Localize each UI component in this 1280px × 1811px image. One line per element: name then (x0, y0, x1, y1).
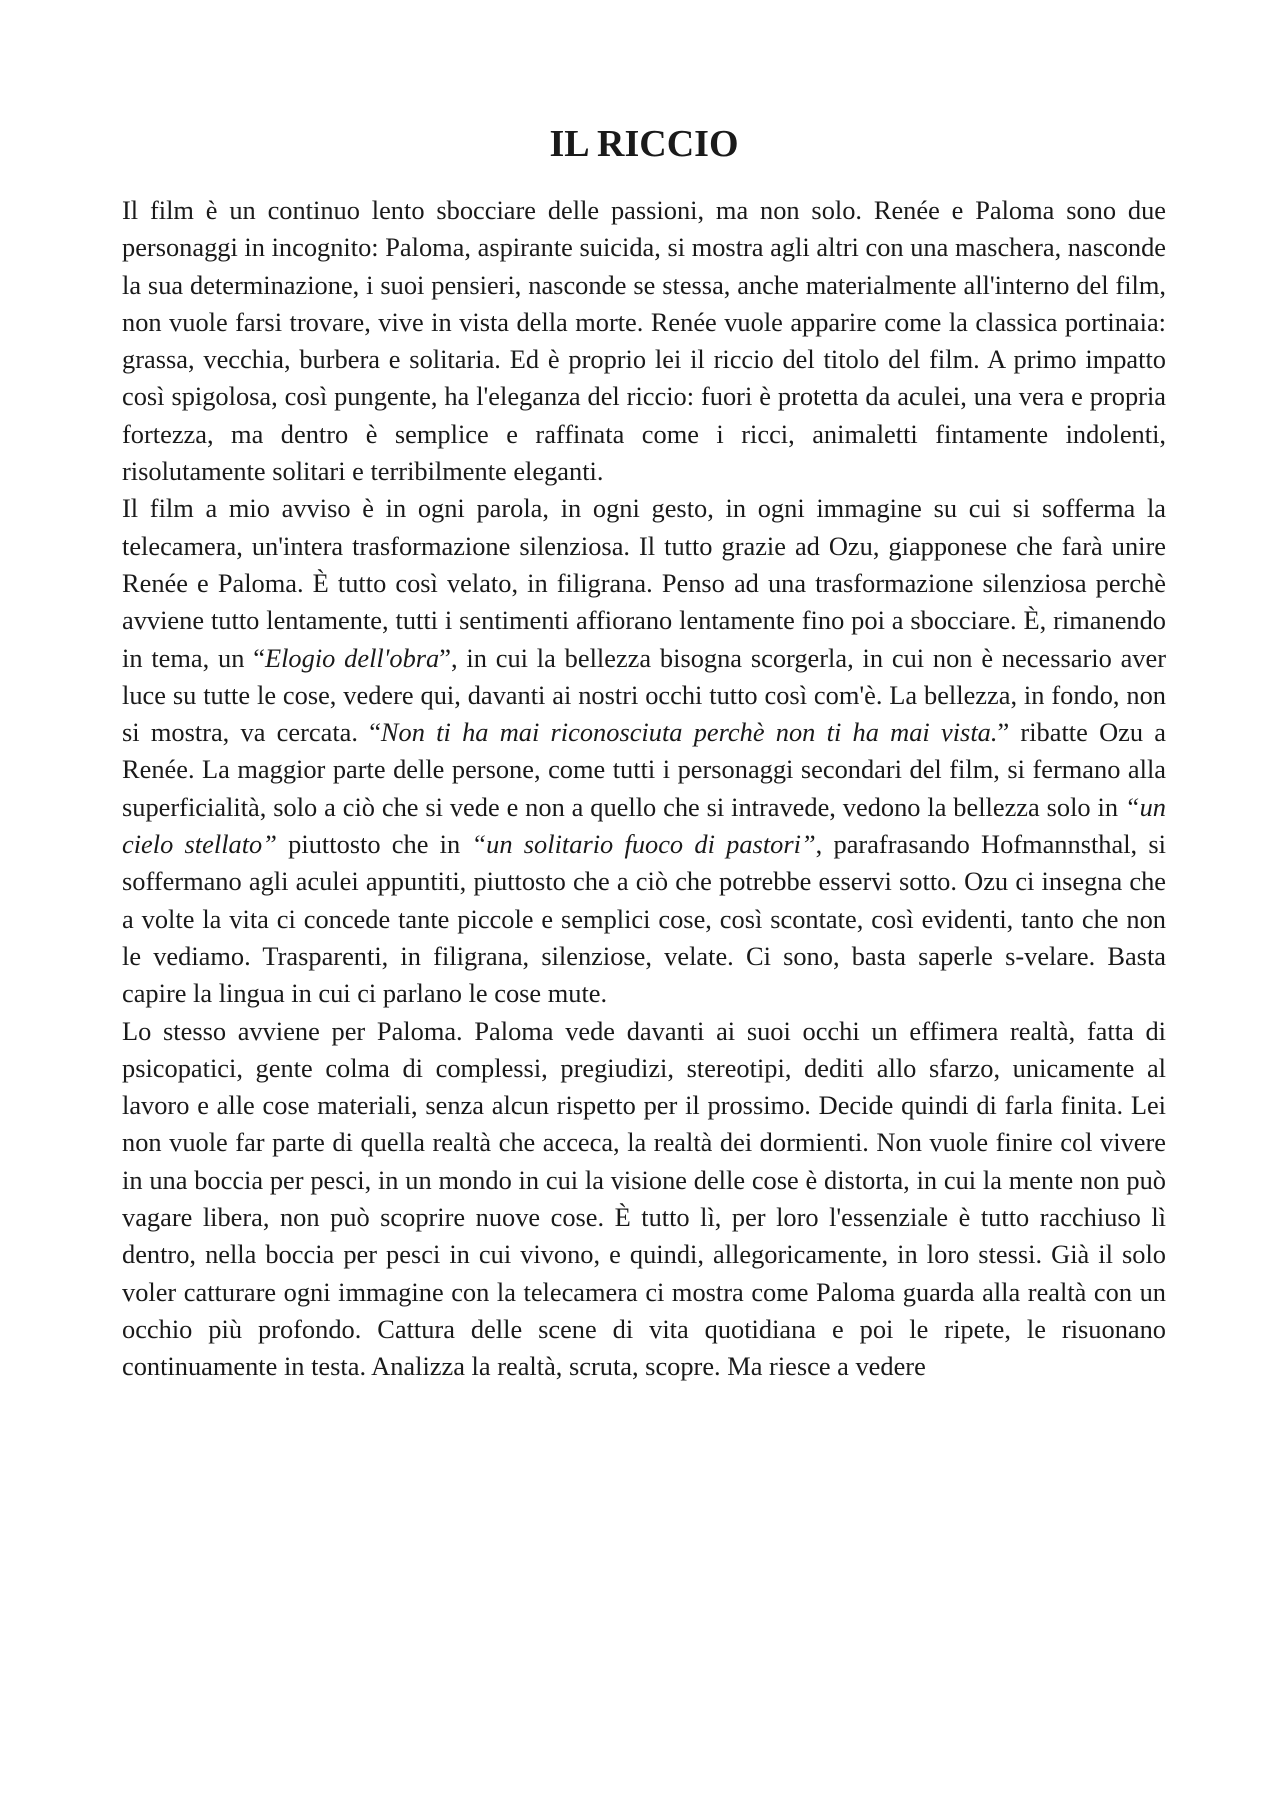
text-span: Lo stesso avviene per Paloma. Paloma vede davanti ai suoi occhi un effimera realtà, fatta di psicopatici, gente colma di complessi, pregiudizi, stereotipi, dediti allo sfarzo, unicamente al lavoro e alle cose materiali, senza alcun rispetto per il prossimo. Decide quindi di farla finita. Lei non vuole far parte di quella realtà che acceca, la realtà dei dormienti. Non vuole finire col vivere in una boccia per pesci, in un mondo in cui la visione delle cose è distorta, in cui la mente non può vagare libera, non può scoprire nuove cose. È tutto lì, per loro l'essenziale è tutto racchiuso lì dentro, nella boccia per pesci in cui vivono, e quindi, allegoricamente, in loro stessi. Già il solo voler catturare ogni immagine con la telecamera ci mostra come Paloma guarda alla realtà con un occhio più profondo. Cattura delle scene di vita quotidiana e poi le ripete, le risuonano continuamente in testa. Analizza la realtà, scruta, scopre. Ma riesce a vedere (122, 1015, 1166, 1382)
paragraph-1 (122, 192, 1166, 490)
italic-quote: “un solitario fuoco di pastori” (471, 829, 816, 860)
text-span: piuttosto che in (276, 829, 472, 860)
page-title: IL RICCIO (549, 123, 739, 165)
text-span: ”, in cui la bellezza bisogna scorgerla, in cui non è necessario aver luce su tutte le cose, vedere qui, davanti ai nostri occhi tutto così com'è. La bellezza, in fondo, non si mostra, va cercata. “ (122, 642, 1166, 748)
paragraph-3 (122, 1013, 1166, 1386)
text-span: Il film è un continuo lento sbocciare delle passioni, ma non solo. Renée e Paloma sono due personaggi in incognito: Paloma, aspirante suicida, si mostra agli altri con una maschera, nasconde la sua determinazione, i suoi pensieri, nasconde se stessa, anche materialmente all'interno del film, non vuole farsi trovare, vive in vista della morte. Renée vuole apparire come la classica portinaia: grassa, vecchia, burbera e solitaria. Ed è proprio lei il riccio del titolo del film. A primo impatto così spigolosa, così pungente, ha l'eleganza del riccio: fuori è protetta da aculei, una vera e propria fortezza, ma dentro è semplice e raffinata come i ricci, animaletti fintamente indolenti, risolutamente solitari e terribilmente eleganti. (122, 195, 1166, 487)
italic-quote: Elogio dell'obra (264, 642, 440, 673)
paragraph-2 (122, 490, 1166, 1012)
text-span: Il film a mio avviso è in ogni parola, in ogni gesto, in ogni immagine su cui si sofferma la telecamera, un'intera trasformazione silenziosa. Il tutto grazie ad Ozu, giapponese che farà unire Renée e Paloma. È tutto così velato, in filigrana. Penso ad una trasformazione silenziosa perchè avviene tutto lentamente, tutti i sentimenti affiorano lentamente fino poi a sbocciare. È, rimanendo in tema, un “ (122, 493, 1166, 673)
italic-quote: “un cielo stellato” (122, 791, 1166, 860)
text-span: , parafrasando Hofmannsthal, si soffermano agli aculei appuntiti, piuttosto che a ciò che potrebbe esservi sotto. Ozu ci insegna che a volte la vita ci concede tante piccole e semplici cose, così scontate, così evidenti, tanto che non le vediamo. Trasparenti, in filigrana, silenziose, velate. Ci sono, basta saperle s-velare. Basta capire la lingua in cui ci parlano le cose mute. (122, 829, 1166, 1009)
document-page (122, 118, 1166, 1386)
text-span: ” ribatte Ozu a Renée. La maggior parte delle persone, come tutti i personaggi secondari del film, si fermano alla superficialità, solo a ciò che si vede e non a quello che si intravede, vedono la bellezza solo in (122, 717, 1166, 822)
italic-quote: Non ti ha mai riconosciuta perchè non ti ha mai vista. (380, 717, 998, 748)
